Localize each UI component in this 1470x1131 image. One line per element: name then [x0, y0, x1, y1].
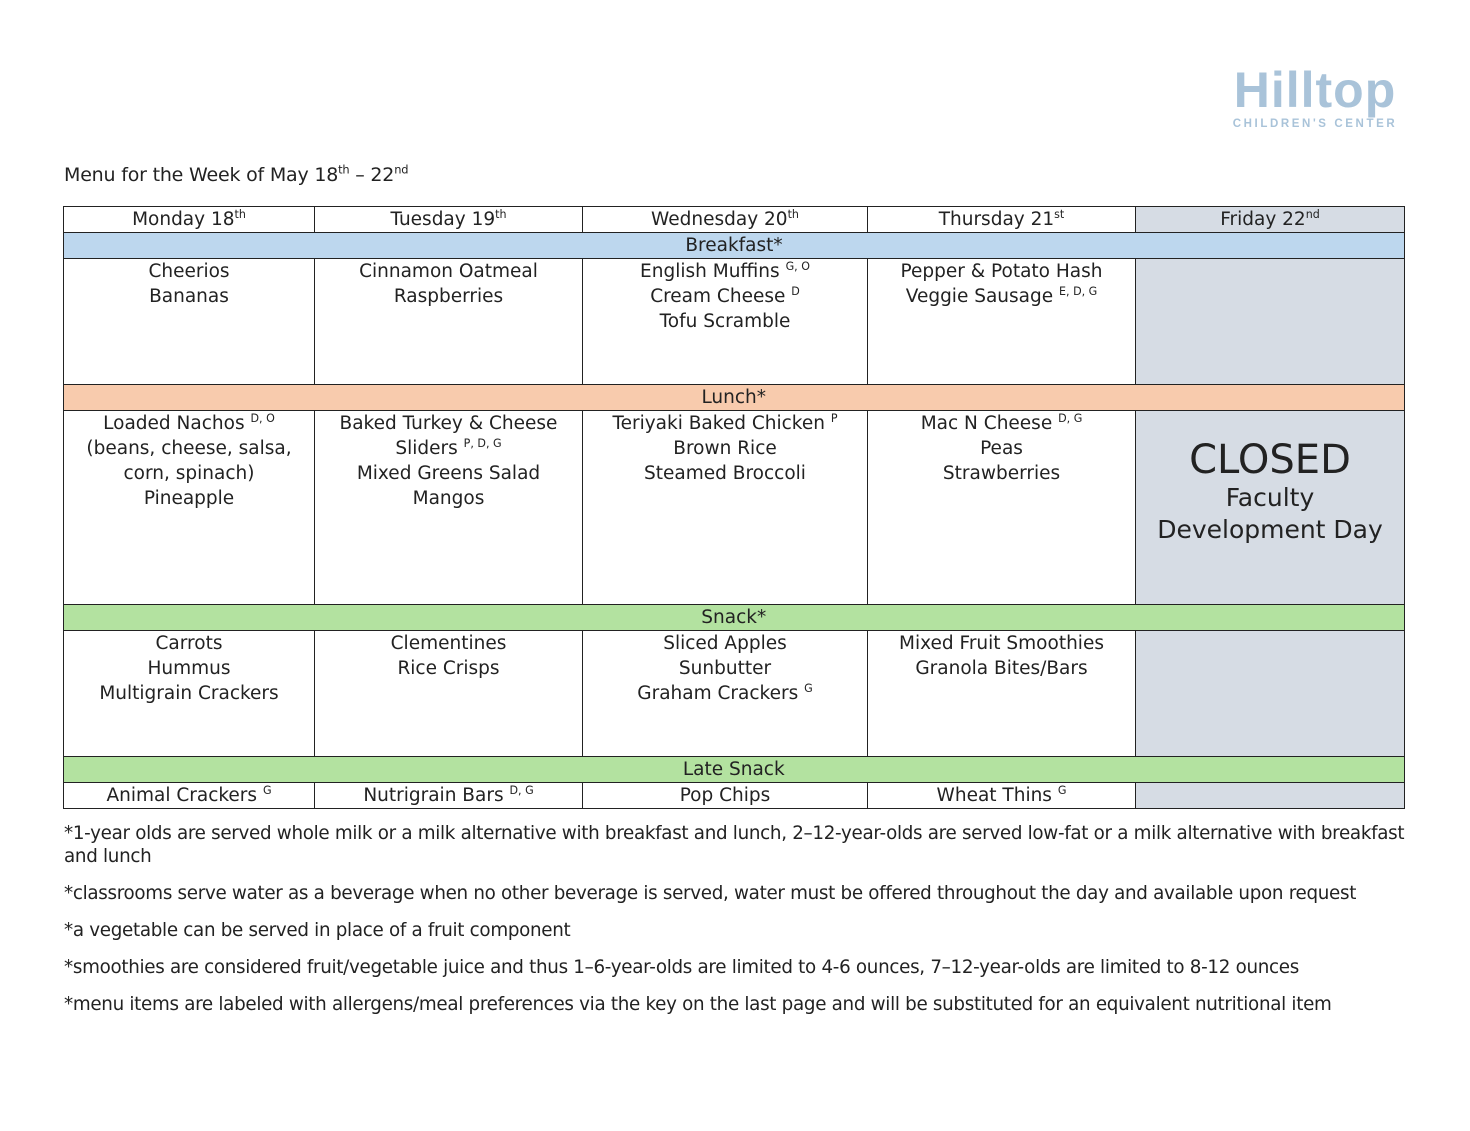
menu-item: Peas: [980, 438, 1023, 459]
snack-thursday: [868, 631, 1136, 757]
menu-item: Mixed Fruit Smoothies: [899, 633, 1104, 654]
menu-item: Cream Cheese $^D$: [650, 284, 800, 307]
menu-item: Granola Bites/Bars: [915, 658, 1088, 679]
menu-item: Veggie Sausage $^{E, D, G}$: [905, 284, 1098, 307]
note-vegetable: *a vegetable can be served in place of a fruit component: [64, 920, 571, 941]
band-late-snack: Late Snack: [64, 757, 1136, 783]
menu-item: Teriyaki Baked Chicken $^P$: [612, 411, 838, 434]
lunch-thursday: [868, 411, 1136, 605]
menu-item: Raspberries: [393, 286, 504, 307]
closed-label: CLOSED: [1189, 437, 1351, 483]
menu-item: Cheerios: [148, 261, 230, 282]
day-header-friday: Friday 22nd: [1136, 207, 1405, 233]
menu-item: Tofu Scramble: [659, 311, 791, 332]
note-water: *classrooms serve water as a beverage when no other beverage is served, water must be offered throughout the day and available upon request: [64, 883, 1357, 904]
menu-item: Baked Turkey & Cheese: [339, 413, 558, 434]
note-allergens: *menu items are labeled with allergens/meal preferences via the key on the last page and will be substituted for an equivalent nutritional item: [64, 994, 1332, 1015]
menu-item: Carrots: [155, 633, 223, 654]
day-header-wednesday: Wednesday 20th: [583, 207, 868, 233]
allergen-tags: G, O: [785, 259, 810, 273]
breakfast-friday: [1136, 259, 1405, 385]
lunch-tuesday: [315, 411, 583, 605]
menu-item: Multigrain Crackers: [99, 683, 279, 704]
menu-item: Pineapple: [143, 488, 235, 509]
note-smoothies: *smoothies are considered fruit/vegetable juice and thus 1–6-year-olds are limited to 4-6 ounces, 7–12-year-olds are limited to 8-12 ounces: [64, 957, 1299, 978]
menu-item: Sliced Apples: [663, 633, 787, 654]
day-header-thursday: Thursday 21st: [868, 207, 1136, 233]
logo-wordmark: Hilltop: [1233, 62, 1397, 118]
friday-closed-notice: [1136, 411, 1405, 605]
menu-item: Sliders $^{P, D, G}$: [395, 436, 502, 459]
menu-item: Clementines: [390, 633, 507, 654]
closed-reason-line1: Faculty: [1225, 483, 1315, 512]
snack-row: [64, 631, 1405, 757]
breakfast-tuesday: [315, 259, 583, 385]
late-snack-wednesday: Pop Chips: [583, 783, 868, 809]
band-breakfast: Breakfast*: [64, 233, 1405, 259]
snack-friday: [1136, 631, 1405, 757]
menu-item: Mac N Cheese $^{D, G}$: [920, 411, 1083, 434]
menu-item: English Muffins $^{G, O}$: [640, 259, 810, 282]
closed-reason-line2: Development Day: [1157, 515, 1383, 544]
menu-item: Graham Crackers $^G$: [637, 681, 813, 704]
logo-subtitle: CHILDREN'S CENTER: [1232, 118, 1398, 130]
menu-item: Steamed Broccoli: [644, 463, 806, 484]
day-header-monday: Monday 18th: [64, 207, 315, 233]
breakfast-wednesday: [583, 259, 868, 385]
lunch-row: [64, 411, 1405, 605]
band-lunch: Lunch*: [64, 385, 1136, 411]
snack-monday: [64, 631, 315, 757]
menu-item: Sunbutter: [678, 658, 772, 679]
day-header-row: [64, 207, 1405, 233]
menu-item: corn, spinach): [123, 463, 255, 484]
hilltop-logo: [1220, 64, 1410, 130]
allergen-tags: P: [830, 411, 838, 425]
breakfast-row: [64, 259, 1405, 385]
breakfast-thursday: [868, 259, 1136, 385]
menu-item: Brown Rice: [673, 438, 777, 459]
allergen-tags: G: [804, 681, 813, 695]
page-title: Menu for the Week of May 18th – 22nd: [64, 162, 409, 186]
menu-item: Strawberries: [942, 463, 1061, 484]
allergen-tags: P, D, G: [463, 436, 502, 450]
menu-notes: [64, 822, 1409, 1030]
menu-item: Mangos: [412, 488, 485, 509]
breakfast-monday: [64, 259, 315, 385]
allergen-tags: E, D, G: [1059, 284, 1098, 298]
late-snack-tuesday: Nutrigrain Bars $^{D, G}$: [315, 783, 583, 809]
menu-item: (beans, cheese, salsa,: [86, 438, 292, 459]
menu-item: Bananas: [149, 286, 229, 307]
late-snack-monday: Animal Crackers $^G$: [64, 783, 315, 809]
late-snack-thursday: Wheat Thins $^G$: [868, 783, 1136, 809]
allergen-tags: D, G: [1058, 411, 1083, 425]
allergen-tags: D: [791, 284, 800, 298]
lunch-wednesday: [583, 411, 868, 605]
menu-item: Cinnamon Oatmeal: [359, 261, 538, 282]
snack-tuesday: [315, 631, 583, 757]
snack-wednesday: [583, 631, 868, 757]
day-header-tuesday: Tuesday 19th: [315, 207, 583, 233]
note-milk: *1-year olds are served whole milk or a milk alternative with breakfast and lunch, 2–12-year-olds are served low-fat or a milk alternative with breakfast and lunch: [64, 823, 1405, 867]
menu-item: Hummus: [147, 658, 231, 679]
band-snack: Snack*: [64, 605, 1136, 631]
menu-item: Rice Crisps: [397, 658, 500, 679]
late-snack-friday: [1136, 783, 1405, 809]
menu-item: Mixed Greens Salad: [356, 463, 541, 484]
lunch-monday: [64, 411, 315, 605]
late-snack-row: [64, 783, 1405, 809]
allergen-tags: D, O: [250, 411, 275, 425]
menu-item: Loaded Nachos $^{D, O}$: [103, 411, 275, 434]
weekly-menu-table: [63, 206, 1405, 809]
menu-item: Pepper & Potato Hash: [900, 261, 1103, 282]
